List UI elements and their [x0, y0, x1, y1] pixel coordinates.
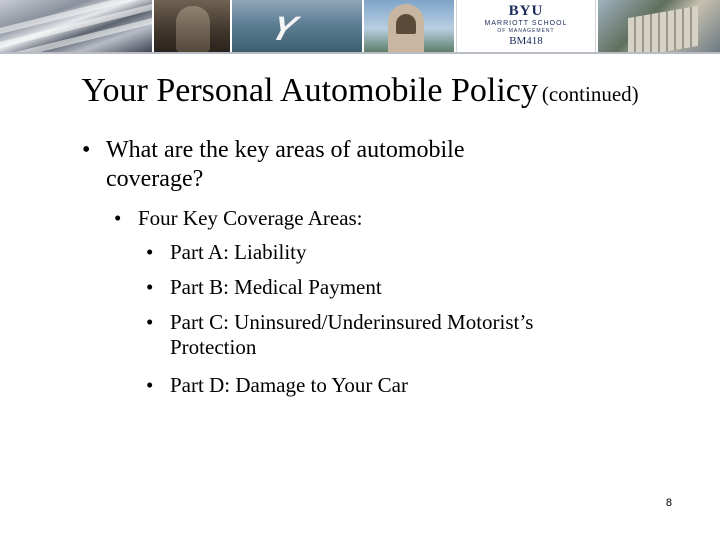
- bullet-part-a: [146, 240, 610, 265]
- bullet-level1: [82, 136, 582, 194]
- bullet-part-c: [146, 310, 610, 360]
- bullet-text: Four Key Coverage Areas:: [138, 206, 363, 230]
- bullet-text: Part D: Damage to Your Car: [170, 373, 408, 397]
- logo-school: MARRIOTT SCHOOL: [484, 20, 568, 27]
- bullet-dot: •: [146, 373, 154, 397]
- bullet-level2: [114, 205, 363, 231]
- logo-name: BYU: [508, 3, 544, 19]
- bullet-part-b: [146, 275, 610, 300]
- bullet-dot: •: [114, 206, 122, 230]
- mountain-y-logo: Y: [265, 10, 302, 48]
- logo-sub: OF MANAGEMENT: [497, 28, 555, 34]
- bullet-part-d: [146, 373, 610, 398]
- bullet-text: Part B: Medical Payment: [170, 275, 382, 299]
- course-code: BM418: [509, 35, 543, 47]
- bullet-text: What are the key areas of automobile coverage?: [106, 137, 465, 192]
- bullet-dot: •: [146, 240, 154, 264]
- bullet-dot: •: [146, 310, 154, 334]
- bullet-text: Part A: Liability: [170, 240, 307, 264]
- slide-number: 8: [665, 497, 672, 509]
- title-main: Your Personal Automobile Policy: [81, 72, 538, 109]
- bullet-dot: •: [146, 275, 154, 299]
- bullet-text: Part C: Uninsured/Underinsured Motorist’s Protection: [170, 310, 534, 359]
- title-sub: (continued): [541, 82, 639, 106]
- bullet-dot: •: [82, 137, 91, 163]
